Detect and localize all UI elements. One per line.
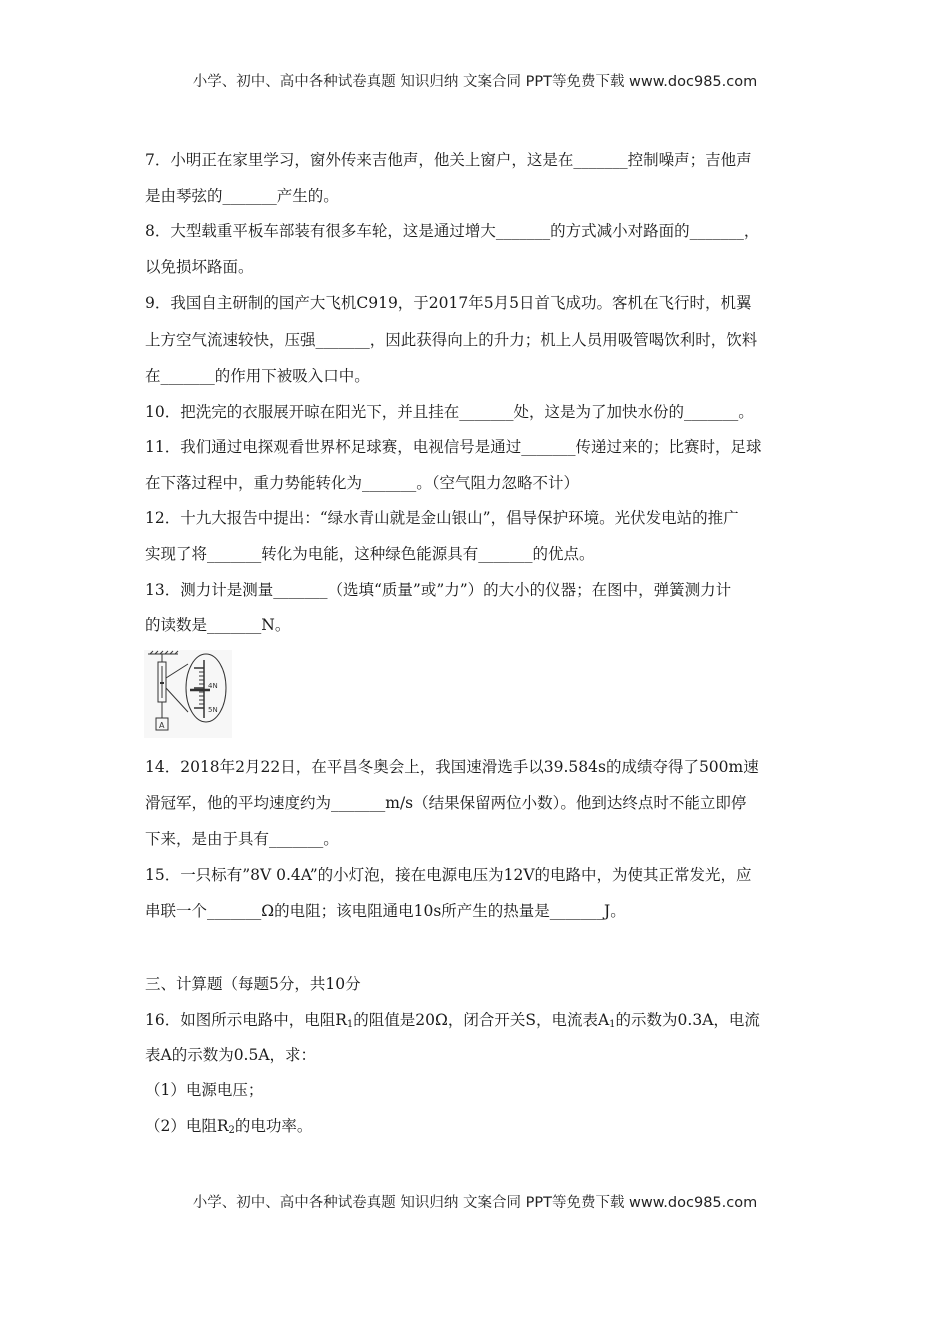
- label-5n: 5N: [208, 706, 218, 714]
- q13-line1: 13．测力计是测量_______（选填“质量”或”力”）的大小的仪器；在图中，弹簧测力计: [145, 581, 732, 599]
- q16-sub-r1: 1: [346, 1019, 354, 1030]
- q16-sub-r2: 2: [228, 1125, 235, 1136]
- figure-background: [144, 650, 232, 738]
- q12-line2: 实现了将_______转化为电能，这种绿色能源具有_______的优点。: [145, 545, 595, 563]
- q16-text-c: 的示数为0.3A，电流: [615, 1011, 760, 1029]
- page-footer: 小学、初中、高中各种试卷真题 知识归纳 文案合同 PPT等免费下载 www.doc985.com: [192, 1195, 758, 1211]
- q16-line2: 表A的示数为0.5A，求：: [145, 1046, 317, 1064]
- q16-part2: [145, 1114, 312, 1136]
- q12-line1: 12．十九大报告中提出：“绿水青山就是金山银山”，倡导保护环境。光伏发电站的推广: [145, 509, 739, 527]
- q15-line1: 15．一只标有”8V 0.4A”的小灯泡，接在电源电压为12V的电路中，为使其正常发光，应: [145, 866, 752, 884]
- q8-line2: 以免损坏路面。: [145, 258, 254, 276]
- q14-line2: 滑冠军，他的平均速度约为_______m/s（结果保留两位小数）。他到达终点时不能立即停: [145, 794, 747, 812]
- q16-sub-a1: 1: [609, 1019, 616, 1030]
- q16-part2-text-b: 的电功率。: [234, 1117, 313, 1135]
- q16-text-a: 16．如图所示电路中，电阻R: [145, 1011, 347, 1029]
- spring-scale-figure: [144, 650, 232, 738]
- q16-line1: [145, 1008, 760, 1030]
- q14-line1: 14．2018年2月22日，在平昌冬奥会上，我国速滑选手以39.584s的成绩夺得了500m速: [145, 758, 759, 776]
- q11-line2: 在下落过程中，重力势能转化为_______。（空气阻力忽略不计）: [145, 474, 580, 492]
- q14-line3: 下来，是由于具有_______。: [145, 830, 339, 848]
- q16-text-b: 的阻值是20Ω，闭合开关S，电流表A: [353, 1011, 610, 1029]
- label-a: A: [159, 721, 165, 730]
- q16-part1: （1）电源电压；: [145, 1081, 264, 1099]
- q9-line1: 9．我国自主研制的国产大飞机C919，于2017年5月5日首飞成功。客机在飞行时，机翼: [145, 294, 752, 312]
- q11-line1: 11．我们通过电探观看世界杯足球赛，电视信号是通过_______传递过来的；比赛时，足球: [145, 438, 762, 456]
- page-header: 小学、初中、高中各种试卷真题 知识归纳 文案合同 PPT等免费下载 www.doc985.com: [192, 74, 758, 90]
- q7-line2: 是由琴弦的_______产生的。: [145, 187, 339, 205]
- q15-line2: 串联一个_______Ω的电阻；该电阻通电10s所产生的热量是_______J。: [145, 902, 626, 920]
- label-4n: 4N: [208, 682, 218, 690]
- q7-line1: 7．小明正在家里学习，窗外传来吉他声，他关上窗户，这是在_______控制噪声；吉他声: [145, 151, 752, 169]
- q8-line1: 8．大型载重平板车部装有很多车轮，这是通过增大_______的方式减小对路面的_______，: [145, 222, 760, 240]
- section-3-heading: 三、计算题（每题5分，共10分: [145, 975, 361, 993]
- q10-line1: 10．把洗完的衣服展开晾在阳光下，并且挂在_______处，这是为了加快水份的_______。: [145, 403, 754, 421]
- q9-line2: 上方空气流速较快，压强_______，因此获得向上的升力；机上人员用吸管喝饮利时，饮料: [145, 331, 758, 349]
- q16-part2-text-a: （2）电阻R: [145, 1117, 229, 1135]
- q9-line3: 在_______的作用下被吸入口中。: [145, 367, 370, 385]
- q13-line2: 的读数是_______N。: [145, 616, 291, 634]
